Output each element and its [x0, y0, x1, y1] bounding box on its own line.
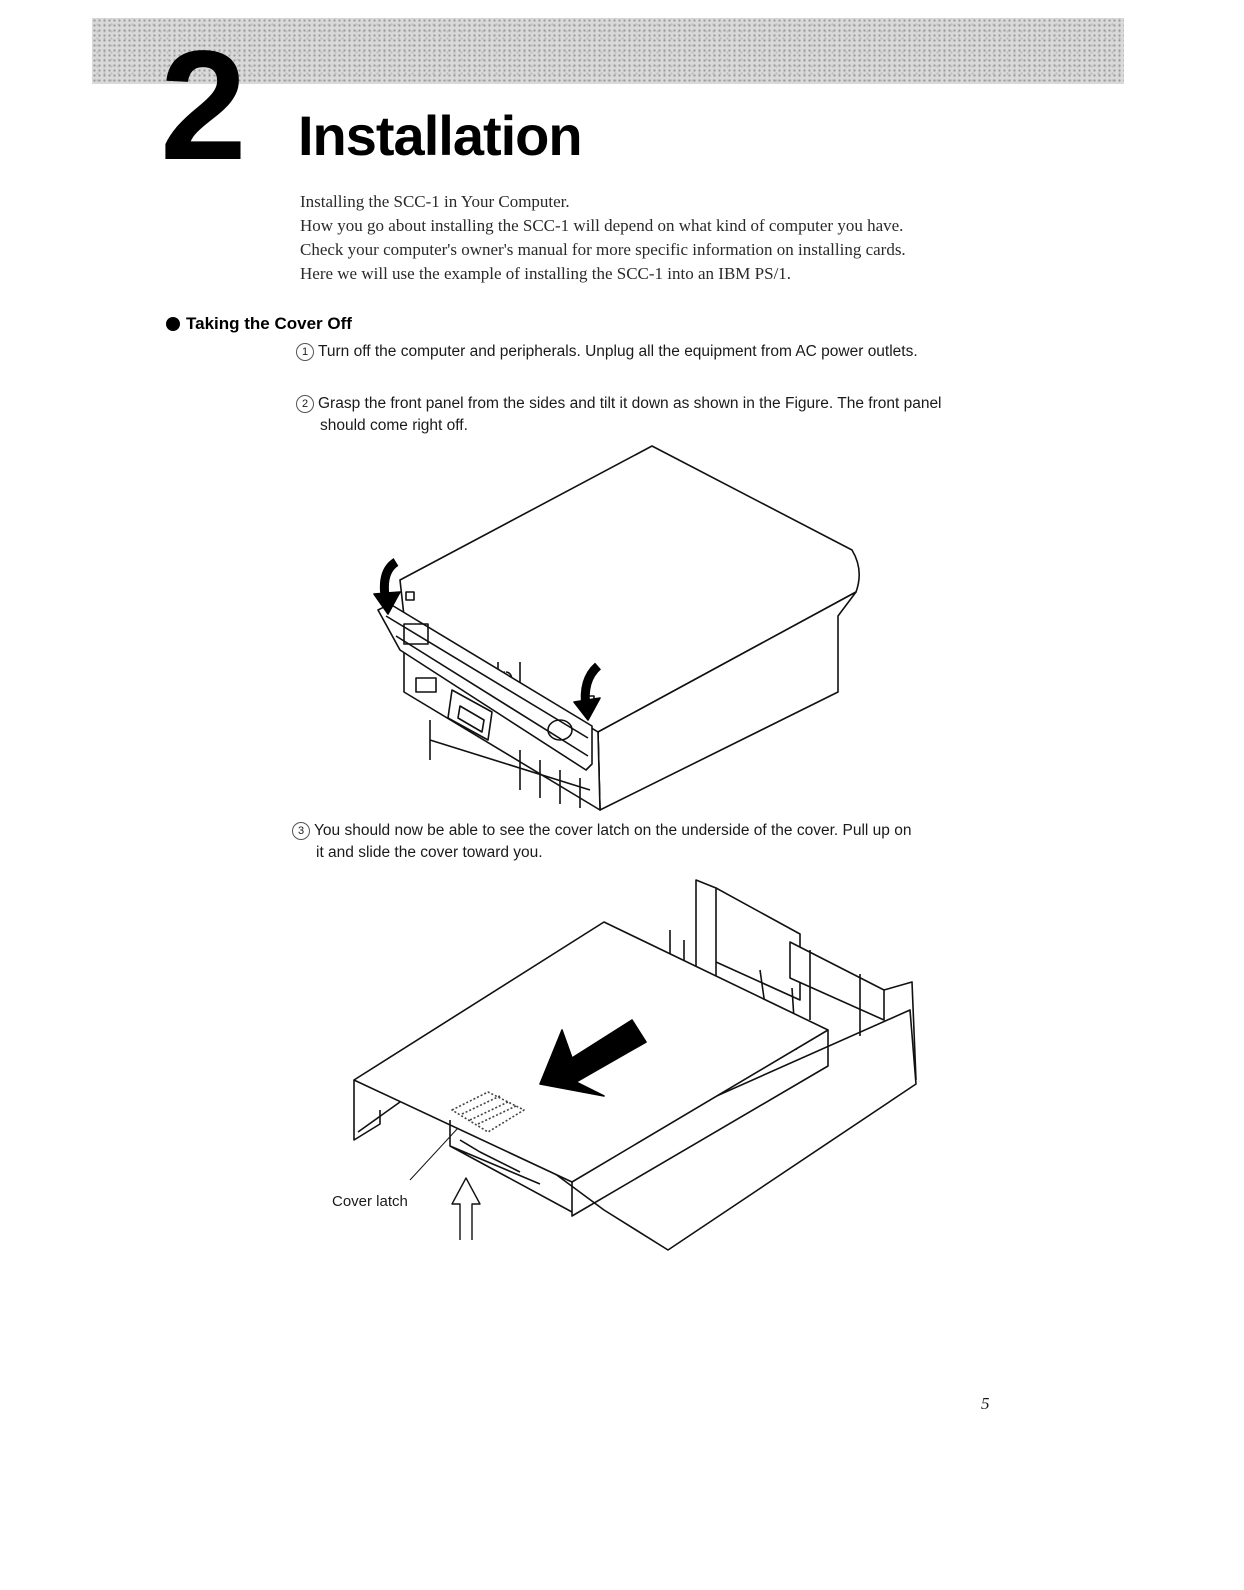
step-text: Grasp the front panel from the sides and tilt it down as shown in the Figure. The front panel: [318, 395, 942, 412]
step-text-continued: it and slide the cover toward you.: [316, 844, 543, 861]
intro-line: Here we will use the example of installing the SCC-1 into an IBM PS/1.: [300, 264, 792, 283]
intro-line: How you go about installing the SCC-1 will depend on what kind of computer you have.: [300, 216, 904, 235]
bullet-icon: [166, 317, 180, 331]
chapter-title: Installation: [298, 104, 582, 167]
step-number: 2: [296, 395, 314, 413]
step-2: [296, 393, 1036, 437]
intro-line: Check your computer's owner's manual for more specific information on installing cards.: [300, 240, 906, 259]
intro-line: Installing the SCC-1 in Your Computer.: [300, 192, 570, 211]
pull-up-arrow: [452, 1178, 480, 1240]
step-number: 3: [292, 822, 310, 840]
page-number: 5: [981, 1394, 990, 1413]
cover-latch-label: Cover latch: [332, 1193, 408, 1210]
step-text: Turn off the computer and peripherals. Unplug all the equipment from AC power outlets.: [318, 343, 918, 360]
step-text-continued: should come right off.: [320, 417, 468, 434]
step-3: [292, 820, 1032, 864]
figure-front-panel-removal: [360, 440, 880, 820]
step-number: 1: [296, 343, 314, 361]
step-1: [296, 341, 1036, 363]
section-heading-text: Taking the Cover Off: [186, 314, 352, 333]
intro-paragraph: [300, 190, 1080, 286]
chapter-number: 2: [160, 19, 243, 193]
chapter-header-band: [92, 18, 1124, 84]
figure-cover-slide: [340, 870, 940, 1270]
section-heading: [166, 314, 352, 334]
step-text: You should now be able to see the cover latch on the underside of the cover. Pull up on: [314, 822, 912, 839]
